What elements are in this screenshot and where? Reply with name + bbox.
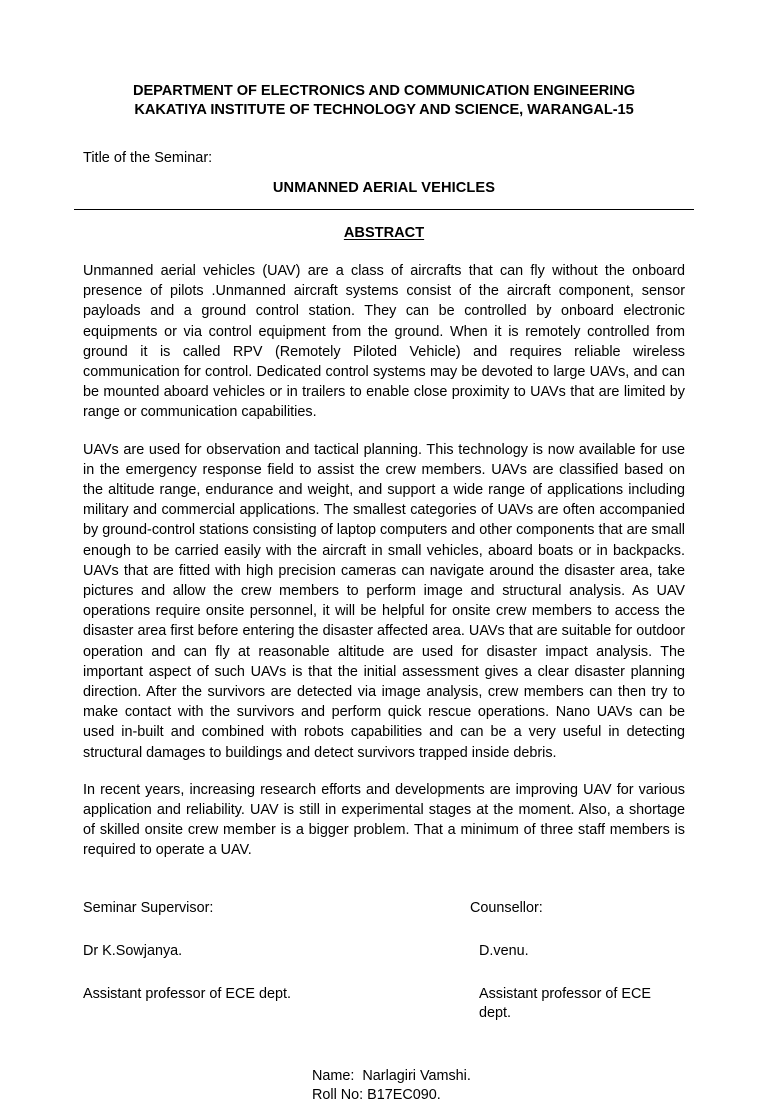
supervisor-role-label: Seminar Supervisor: <box>83 899 214 916</box>
abstract-paragraph-3: In recent years, increasing research efforts and developments are improving UAV for various application and reliability. UAV is still in experimental stages at the moment. Also, a shortage of skilled onsite crew member is a bigger problem. That a minimum of three staff members is required to operate a UAV. <box>83 781 685 859</box>
student-roll-number: Roll No: B17EC090. <box>312 1087 441 1104</box>
supervisor-name: Dr K.Sowjanya. <box>83 942 183 959</box>
student-details <box>83 1067 685 1106</box>
supervisor-column <box>83 899 470 1004</box>
abstract-paragraph-2: UAVs are used for observation and tactical planning. This technology is now available for use in the emergency response field to assist the crew members. UAVs are classified based on the altitude range, endurance and weight, and support a wide range of applications including military and commercial applications. The smallest categories of UAVs are often accompanied by ground-control stations consisting of laptop computers and other components that are small enough to be carried easily with the aircraft in small vehicles, aboard boats or in backpacks. UAVs that are fitted with high precision cameras can navigate around the disaster area, take pictures and allow the crew members to perform image and structural analysis. As UAV operations require onsite personnel, it will be helpful for onsite crew members to access the disaster area first before entering the disaster affected area. UAVs that are suitable for outdoor operation and can fly at reasonable altitude are used for disaster impact analysis. The important aspect of such UAVs is that the initial assessment gives a clear disaster planning direction. After the survivors are detected via image analysis, crew members can then try to make contact with the survivors and perform quick rescue operations. Nano UAVs can be used in-built and combined with robots capabilities and can be a very useful in detecting structural damages to buildings and detect survivors trapped inside debris. <box>83 441 685 761</box>
abstract-heading: ABSTRACT <box>343 225 425 241</box>
seminar-title: UNMANNED AERIAL VEHICLES <box>272 180 496 196</box>
horizontal-divider <box>74 209 694 210</box>
abstract-paragraph-1: Unmanned aerial vehicles (UAV) are a class of aircrafts that can fly without the onboard presence of pilots .Unmanned aircraft systems consist of the aircraft component, sensor payloads and a ground control station. They can be controlled by onboard electronic equipments or via control equipment from the ground. When it is remotely controlled from ground it is called RPV (Remotely Piloted Vehicle) and requires reliable wireless communication for control. Dedicated control systems may be devoted to large UAVs, and can be mounted aboard vehicles or in trailers to enable close proximity to UAVs that are limited by range or communication capabilities. <box>83 263 685 421</box>
seminar-title-label: Title of the Seminar: <box>83 150 213 166</box>
letterhead <box>83 82 685 120</box>
counsellor-role-label: Counsellor: <box>470 899 543 916</box>
supervisor-designation: Assistant professor of ECE dept. <box>83 985 291 1002</box>
signature-block <box>83 899 685 1023</box>
institute-name: KAKATIYA INSTITUTE OF TECHNOLOGY AND SCIENCE, WARANGAL-15 <box>134 102 634 118</box>
counsellor-column <box>470 899 685 1023</box>
department-name: DEPARTMENT OF ELECTRONICS AND COMMUNICATION ENGINEERING <box>132 83 636 99</box>
counsellor-designation: Assistant professor of ECE dept. <box>479 985 651 1021</box>
counsellor-name: D.venu. <box>479 942 529 959</box>
student-name: Name: Narlagiri Vamshi. <box>312 1067 471 1084</box>
